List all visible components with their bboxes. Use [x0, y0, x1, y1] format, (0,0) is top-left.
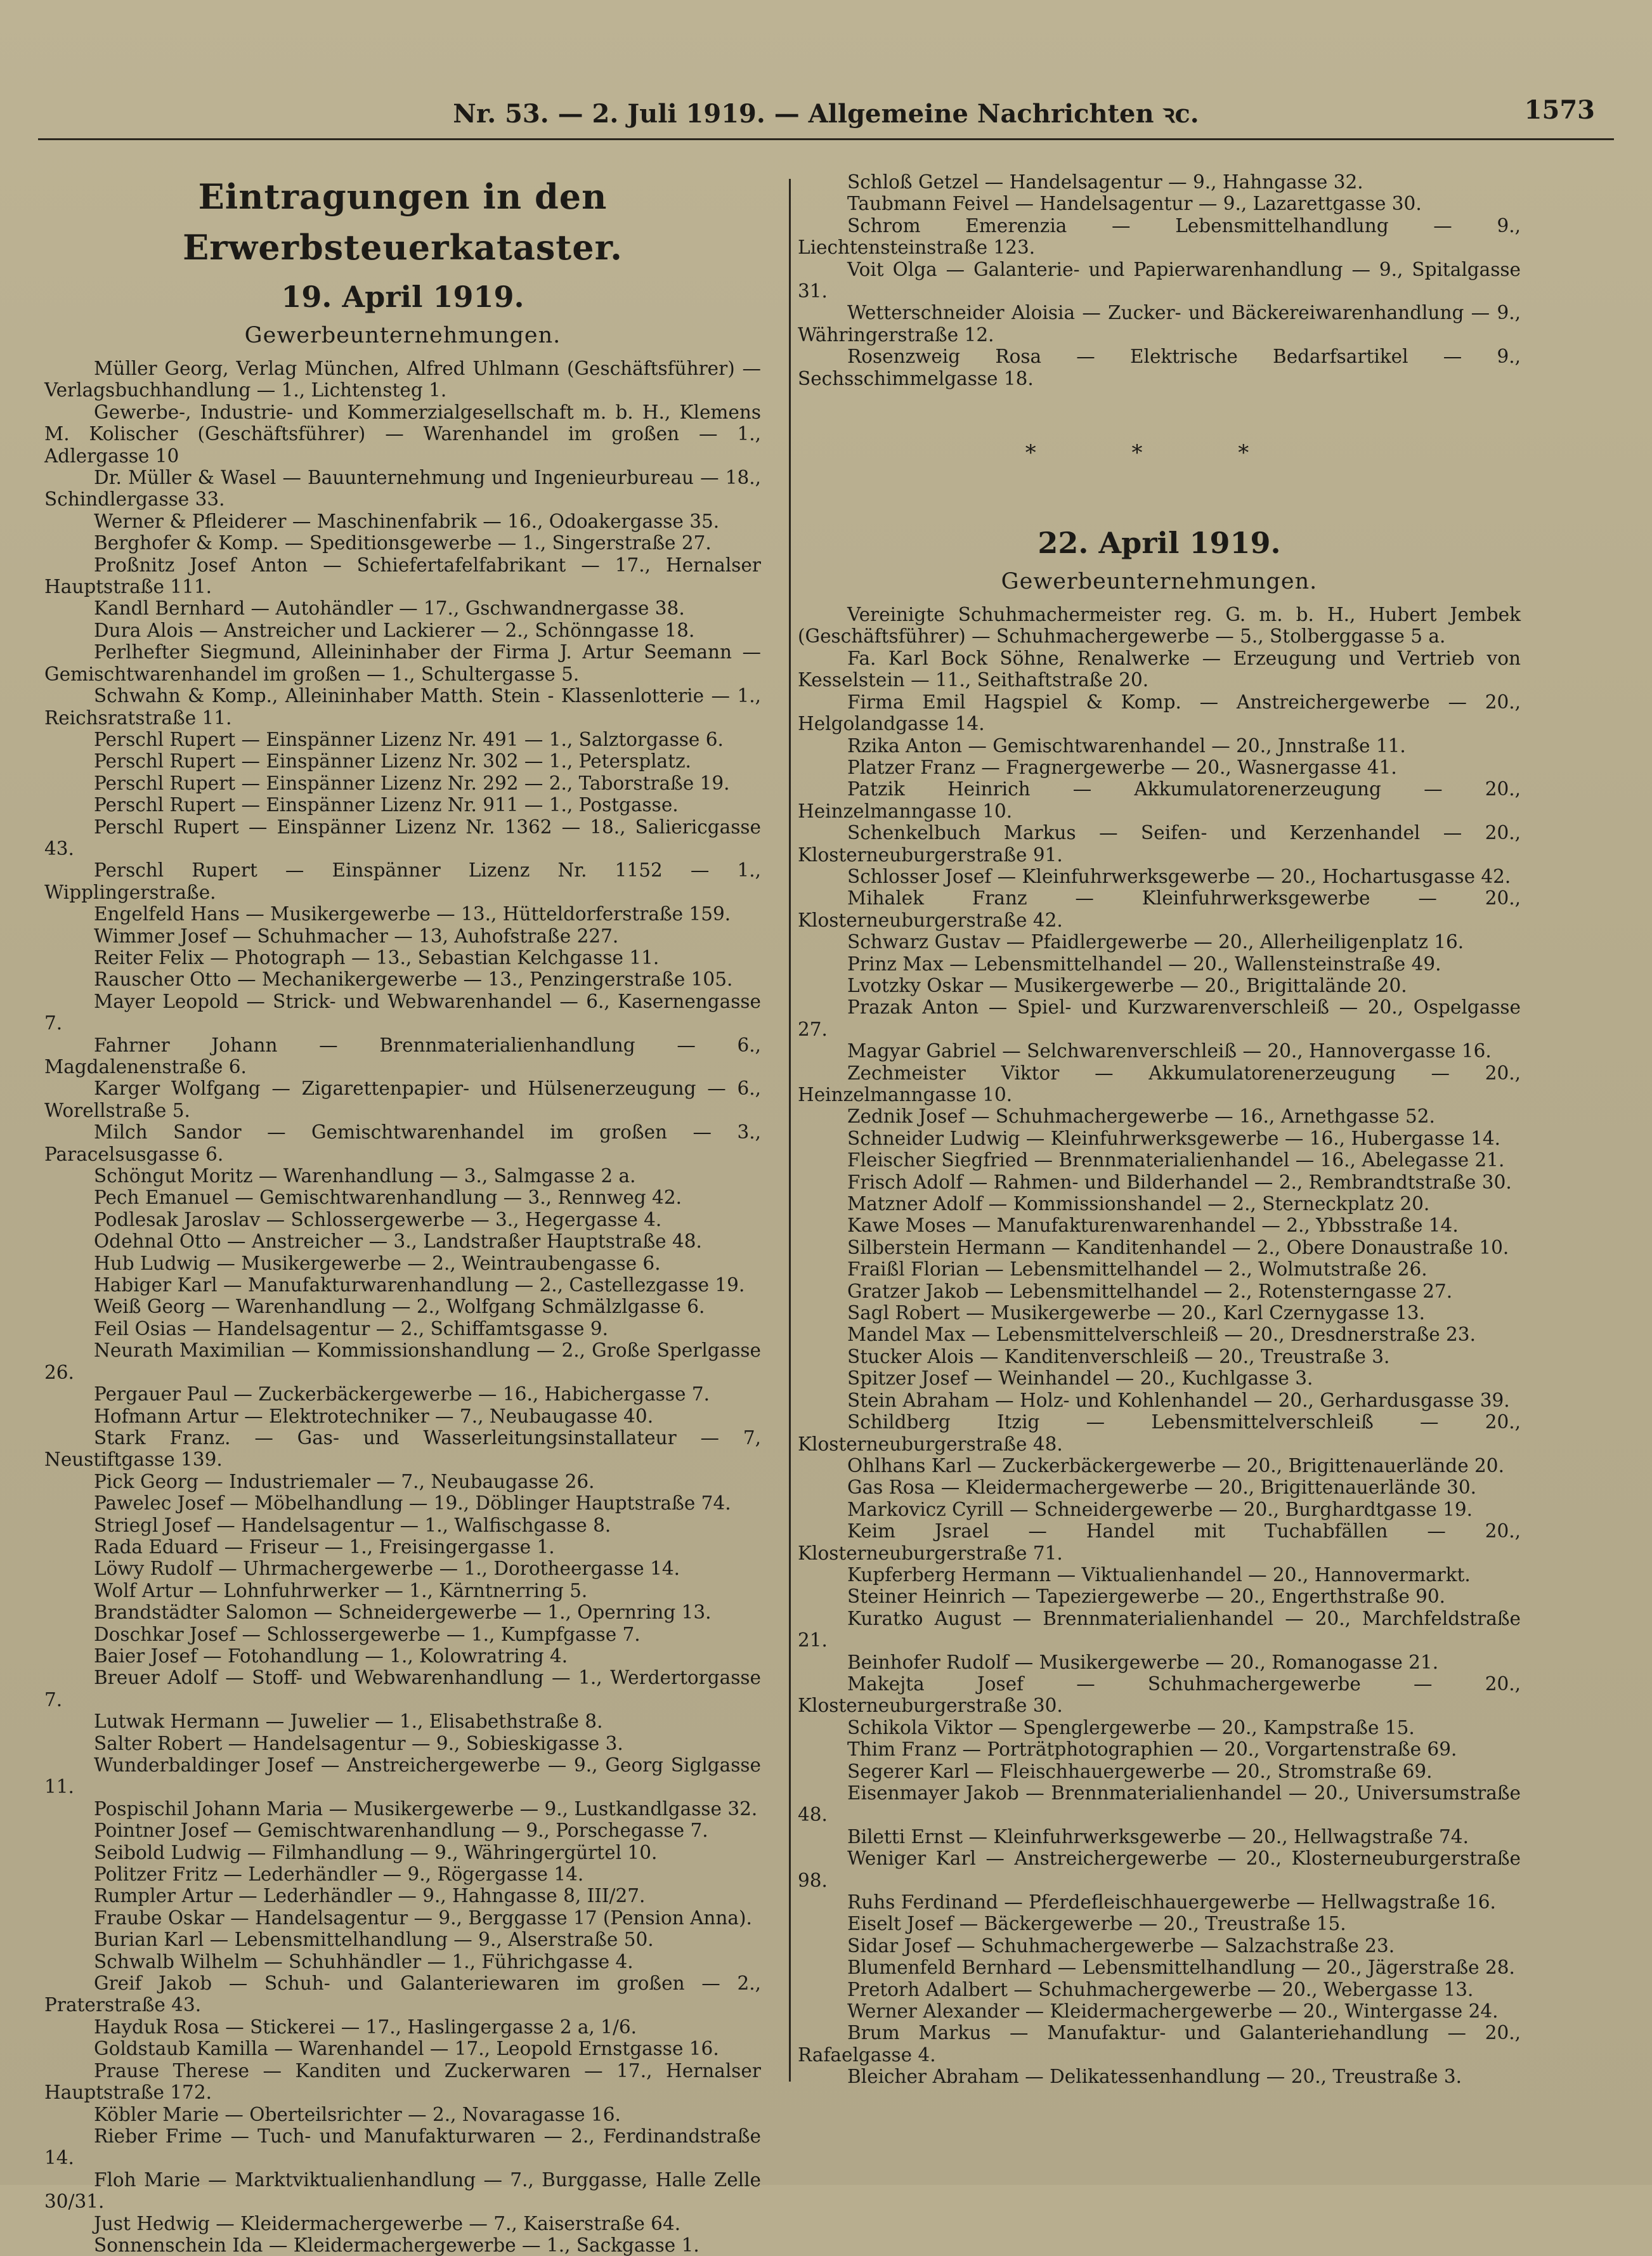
list-item: Karger Wolfgang — Zigarettenpapier- und Hülsenerzeugung — 6., Worellstraße 5. — [44, 1078, 761, 1121]
list-item: Segerer Karl — Fleischhauergewerbe — 20., Stromstraße 69. — [847, 1760, 1433, 1782]
list-item: Magyar Gabriel — Selchwarenverschleiß — 20., Hannovergasse 16. — [847, 1040, 1492, 1062]
list-item: Eiselt Josef — Bäckergewerbe — 20., Treustraße 15. — [847, 1913, 1346, 1935]
list-item: Neurath Maximilian — Kommissionshandlung — 2., Große Sperlgasse 26. — [44, 1340, 761, 1383]
header-title: Nr. 53. — 2. Juli 1919. — Allgemeine Nachrichten ꝛc. — [453, 99, 1199, 129]
list-item: Voit Olga — Galanterie- und Papierwarenhandlung — 9., Spitalgasse 31. — [798, 258, 1521, 303]
list-item: Floh Marie — Marktviktualienhandlung — 7., Burggasse, Halle Zelle 30/31. — [44, 2168, 761, 2213]
main-title: Eintragungen in den Erwerbsteuerkataster. — [183, 176, 623, 268]
list-item: Perschl Rupert — Einspänner Lizenz Nr. 1152 — 1., Wipplingerstraße. — [44, 859, 761, 903]
list-item: Pretorh Adalbert — Schuhmachergewerbe — 20., Webergasse 13. — [847, 1978, 1474, 2000]
list-item: Fleischer Siegfried — Brennmaterialienhandel — 16., Abelegasse 21. — [847, 1149, 1505, 1171]
header-rule — [38, 138, 1614, 140]
list-item: Löwy Rudolf — Uhrmachergewerbe — 1., Dorotheergasse 14. — [94, 1558, 680, 1580]
page-number: 1573 — [1524, 95, 1595, 125]
list-item: Schneider Ludwig — Kleinfuhrwerksgewerbe — 16., Hubergasse 14. — [847, 1127, 1501, 1149]
list-item: Zechmeister Viktor — Akkumulatorenerzeugung — 20., Heinzelmanngasse 10. — [798, 1062, 1521, 1105]
list-item: Zednik Josef — Schuhmachergewerbe — 16., Arnethgasse 52. — [847, 1105, 1435, 1128]
list-item: Sagl Robert — Musikergewerbe — 20., Karl Czernygasse 13. — [847, 1302, 1426, 1324]
list-item: Patzik Heinrich — Akkumulatorenerzeugung — 20., Heinzelmanngasse 10. — [798, 778, 1521, 822]
list-item: Fahrner Johann — Brennmaterialienhandlung — 6., Magdalenenstraße 6. — [44, 1034, 761, 1078]
list-item: Schlosser Josef — Kleinfuhrwerksgewerbe — 20., Hochartusgasse 42. — [847, 865, 1511, 887]
list-item: Wunderbaldinger Josef — Anstreichergewerbe — 9., Georg Siglgasse 11. — [44, 1754, 761, 1798]
list-item: Gratzer Jakob — Lebensmittelhandel — 2., Rotensterngasse 27. — [847, 1280, 1453, 1302]
list-item: Spitzer Josef — Weinhandel — 20., Kuchlgasse 3. — [847, 1367, 1313, 1390]
list-item: Keim Jsrael — Handel mit Tuchabfällen — 20., Klosterneuburgerstraße 71. — [798, 1520, 1521, 1564]
list-item: Berghofer & Komp. — Speditionsgewerbe — 1., Singerstraße 27. — [94, 532, 712, 554]
list-item: Blumenfeld Bernhard — Lebensmittelhandlung — 20., Jägerstraße 28. — [847, 1957, 1515, 1979]
list-item: Rosenzweig Rosa — Elektrische Bedarfsartikel — 9., Sechsschimmelgasse 18. — [798, 346, 1521, 389]
list-item: Ruhs Ferdinand — Pferdefleischhauergewerbe — Hellwagstraße 16. — [847, 1891, 1496, 1914]
section-date-2: 22. April 1919. — [1037, 526, 1281, 561]
list-item: Odehnal Otto — Anstreicher — 3., Landstraßer Hauptstraße 48. — [94, 1230, 702, 1253]
list-item: Platzer Franz — Fragnergewerbe — 20., Wasnergasse 41. — [847, 756, 1397, 778]
list-item: Kandl Bernhard — Autohändler — 17., Gschwandnergasse 38. — [94, 597, 685, 620]
list-item: Werner Alexander — Kleidermachergewerbe — 20., Wintergasse 24. — [847, 2000, 1499, 2023]
list-item: Schrom Emerenzia — Lebensmittelhandlung — 9., Liechtensteinstraße 123. — [798, 214, 1521, 259]
list-item: Biletti Ernst — Kleinfuhrwerksgewerbe — 20., Hellwagstraße 74. — [847, 1825, 1469, 1848]
list-item: Schöngut Moritz — Warenhandlung — 3., Salmgasse 2 a. — [94, 1165, 636, 1187]
list-item: Dura Alois — Anstreicher und Lackierer — 2., Schönngasse 18. — [94, 619, 695, 641]
list-item: Perschl Rupert — Einspänner Lizenz Nr. 491 — 1., Salztorgasse 6. — [94, 728, 724, 750]
list-item: Schwalb Wilhelm — Schuhhändler — 1., Führichgasse 4. — [94, 1950, 634, 1972]
list-item: Werner & Pfleiderer — Maschinenfabrik — 16., Odoakergasse 35. — [94, 510, 720, 532]
left-column — [44, 171, 761, 2256]
list-item: Schloß Getzel — Handelsagentur — 9., Hahngasse 32. — [847, 171, 1363, 193]
list-item: Bleicher Abraham — Delikatessenhandlung — 20., Treustraße 3. — [847, 2066, 1462, 2088]
list-item: Mihalek Franz — Kleinfuhrwerksgewerbe — 20., Klosterneuburgerstraße 42. — [798, 887, 1521, 931]
list-item: Matzner Adolf — Kommissionshandel — 2., Sterneckplatz 20. — [847, 1193, 1430, 1215]
list-item: Ohlhans Karl — Zuckerbäckergewerbe — 20., Brigittenauerlände 20. — [847, 1454, 1504, 1477]
list-item: Doschkar Josef — Schlossergewerbe — 1., Kumpfgasse 7. — [94, 1623, 641, 1645]
list-item: Greif Jakob — Schuh- und Galanteriewaren im großen — 2., Praterstraße 43. — [44, 1972, 761, 2016]
list-item: Pospischil Johann Maria — Musikergewerbe — 9., Lustkandlgasse 32. — [94, 1797, 758, 1820]
list-item: Baier Josef — Fotohandlung — 1., Kolowratring 4. — [94, 1645, 568, 1667]
list-item: Perschl Rupert — Einspänner Lizenz Nr. 1362 — 18., Saliericgasse 43. — [44, 816, 761, 859]
list-item: Fraißl Florian — Lebensmittelhandel — 2., Wolmutstraße 26. — [847, 1258, 1428, 1281]
list-item: Fraube Oskar — Handelsagentur — 9., Berggasse 17 (Pension Anna). — [94, 1907, 752, 1929]
list-item: Fa. Karl Bock Söhne, Renalwerke — Erzeugung und Vertrieb von Kesselstein — 11., Seithaftstraße 20. — [798, 647, 1521, 691]
list-item: Schildberg Itzig — Lebensmittelverschleiß — 20., Klosterneuburgerstraße 48. — [798, 1411, 1521, 1455]
list-item: Markovicz Cyrill — Schneidergewerbe — 20., Burghardtgasse 19. — [847, 1498, 1473, 1520]
list-item: Lvotzky Oskar — Musikergewerbe — 20., Brigittaländе 20. — [847, 974, 1407, 996]
list-item: Köbler Marie — Oberteilsrichter — 2., Novaragasse 16. — [94, 2103, 621, 2125]
list-item: Prazak Anton — Spiel- und Kurzwarenverschleiß — 20., Ospelgasse 27. — [798, 996, 1521, 1040]
list-item: Makejta Josef — Schuhmachergewerbe — 20., Klosterneuburgerstraße 30. — [798, 1672, 1521, 1717]
list-item: Steiner Heinrich — Tapeziergewerbe — 20., Engerthstraße 90. — [847, 1586, 1446, 1608]
list-item: Engelfeld Hans — Musikergewerbe — 13., Hütteldorferstraße 159. — [94, 903, 731, 925]
list-item: Salter Robert — Handelsagentur — 9., Sobieskigasse 3. — [94, 1732, 623, 1754]
list-item: Mayer Leopold — Strick- und Webwarenhandel — 6., Kasernengasse 7. — [44, 990, 761, 1034]
list-item: Lutwak Hermann — Juwelier — 1., Elisabethstraße 8. — [94, 1711, 603, 1733]
list-item: Pointner Josef — Gemischtwarenhandlung — 9., Porschegasse 7. — [94, 1820, 708, 1842]
list-item: Beinhofer Rudolf — Musikergewerbe — 20., Romanogasse 21. — [847, 1651, 1439, 1673]
list-item: Stark Franz. — Gas- und Wasserleitungsinstallateur — 7, Neustiftgasse 139. — [44, 1426, 761, 1471]
entry-list-right — [798, 604, 1521, 2088]
list-item: Weniger Karl — Anstreichergewerbe — 20., Klosterneuburgerstraße 98. — [798, 1848, 1521, 1891]
list-item: Schikola Viktor — Spenglergewerbe — 20., Kampstraße 15. — [847, 1716, 1415, 1738]
list-item: Sidar Josef — Schuhmachergewerbe — Salzachstraße 23. — [847, 1934, 1395, 1957]
list-item: Schwahn & Komp., Alleininhaber Matth. Stein - Klassenlotterie — 1., Reichsratstraße 11. — [44, 685, 761, 729]
list-item: Perschl Rupert — Einspänner Lizenz Nr. 292 — 2., Taborstraße 19. — [94, 772, 730, 794]
column-divider — [789, 179, 791, 2082]
list-item: Pawelec Josef — Möbelhandlung — 19., Döblinger Hauptstraße 74. — [94, 1492, 731, 1515]
list-item: Podlesak Jaroslav — Schlossergewerbe — 3., Hegergasse 4. — [94, 1208, 662, 1230]
list-item: Prinz Max — Lebensmittelhandel — 20., Wallensteinstraße 49. — [847, 953, 1441, 975]
entry-list-right-continued — [798, 171, 1521, 389]
list-item: Stucker Alois — Kanditenverschleiß — 20., Treustraße 3. — [847, 1345, 1390, 1367]
list-item: Perlhefter Siegmund, Alleininhaber der Firma J. Artur Seemann — Gemischtwarenhandel im großen — 1., Schultergasse 5. — [44, 641, 761, 685]
list-item: Weiß Georg — Warenhandlung — 2., Wolfgang Schmälzlgasse 6. — [94, 1296, 705, 1318]
list-item: Just Hedwig — Kleidermachergewerbe — 7., Kaiserstraße 64. — [94, 2212, 681, 2234]
list-item: Prause Therese — Kanditen und Zuckerwaren — 17., Hernalser Hauptstraße 172. — [44, 2059, 761, 2104]
list-item: Schenkelbuch Markus — Seifen- und Kerzenhandel — 20., Klosterneuburgerstraße 91. — [798, 822, 1521, 866]
list-item: Burian Karl — Lebensmittelhandlung — 9., Alserstraße 50. — [94, 1929, 654, 1951]
list-item: Wolf Artur — Lohnfuhrwerker — 1., Kärntnerring 5. — [94, 1579, 588, 1601]
list-item: Kuratko August — Brennmaterialienhandel — 20., Marchfeldstraße 21. — [798, 1607, 1521, 1652]
list-item: Goldstaub Kamilla — Warenhandel — 17., Leopold Ernstgasse 16. — [94, 2038, 719, 2060]
list-item: Reiter Felix — Photograph — 13., Sebastian Kelchgasse 11. — [94, 946, 660, 968]
list-item: Pech Emanuel — Gemischtwarenhandlung — 3., Rennweg 42. — [94, 1187, 682, 1209]
page-header — [38, 95, 1614, 133]
section-separator: * * * — [1025, 440, 1294, 466]
list-item: Frisch Adolf — Rahmen- und Bilderhandel — 2., Rembrandtstraße 30. — [847, 1171, 1512, 1193]
list-item: Thim Franz — Porträtphotographien — 20., Vorgartenstraße 69. — [847, 1738, 1457, 1761]
list-item: Brum Markus — Manufaktur- und Galanteriehandlung — 20., Rafaelgasse 4. — [798, 2022, 1521, 2066]
list-item: Wetterschneider Aloisia — Zucker- und Bäckereiwarenhandlung — 9., Währingerstraße 12. — [798, 302, 1521, 346]
list-item: Politzer Fritz — Lederhändler — 9., Rögergasse 14. — [94, 1863, 584, 1886]
entry-list-left — [44, 358, 761, 2256]
list-item: Proßnitz Josef Anton — Schiefertafelfabrikant — 17., Hernalser Hauptstraße 111. — [44, 554, 761, 598]
list-item: Perschl Rupert — Einspänner Lizenz Nr. 302 — 1., Petersplatz. — [94, 750, 691, 773]
list-item: Hayduk Rosa — Stickerei — 17., Haslingergasse 2 a, 1/6. — [94, 2016, 637, 2038]
list-item: Seibold Ludwig — Filmhandlung — 9., Währingergürtel 10. — [94, 1841, 658, 1863]
list-item: Wimmer Josef — Schuhmacher — 13, Auhofstraße 227. — [94, 925, 619, 947]
list-item: Hub Ludwig — Musikergewerbe — 2., Weintraubengasse 6. — [94, 1252, 661, 1274]
section-date-1: 19. April 1919. — [281, 280, 524, 314]
list-item: Müller Georg, Verlag München, Alfred Uhlmann (Geschäftsführer) — Verlagsbuchhandlung — 1., Lichtensteg 1. — [44, 358, 761, 401]
list-item: Milch Sandor — Gemischtwarenhandel im großen — 3., Paracelsusgasse 6. — [44, 1121, 761, 1165]
list-item: Habiger Karl — Manufakturwarenhandlung — 2., Castellezgasse 19. — [94, 1274, 745, 1296]
list-item: Firma Emil Hagspiel & Komp. — Anstreichergewerbe — 20., Helgolandgasse 14. — [798, 691, 1521, 735]
list-item: Breuer Adolf — Stoff- und Webwarenhandlung — 1., Werdertorgasse 7. — [44, 1667, 761, 1711]
right-column — [798, 171, 1521, 2088]
list-item: Rauscher Otto — Mechanikergewerbe — 13., Penzingerstraße 105. — [94, 968, 733, 991]
list-item: Rumpler Artur — Lederhändler — 9., Hahngasse 8, III/27. — [94, 1885, 646, 1907]
list-item: Silberstein Hermann — Kanditenhandel — 2., Obere Donaustraße 10. — [847, 1236, 1509, 1258]
list-item: Gas Rosa — Kleidermachergewerbe — 20., Brigittenauerlände 30. — [847, 1477, 1476, 1499]
list-item: Pick Georg — Industriemaler — 7., Neubaugasse 26. — [94, 1470, 595, 1492]
list-item: Vereinigte Schuhmachermeister reg. G. m. b. H., Hubert Jembek (Geschäftsführer) — Schuhmachergewerbe — 5., Stolberggasse 5 a. — [798, 604, 1521, 648]
list-item: Striegl Josef — Handelsagentur — 1., Walfischgasse 8. — [94, 1514, 611, 1536]
list-item: Kupferberg Hermann — Viktualienhandel — 20., Hannovermarkt. — [847, 1563, 1471, 1586]
list-item: Gewerbe-, Industrie- und Kommerzialgesellschaft m. b. H., Klemens M. Kolischer (Geschäftsführer) — Warenhandel im großen — 1., Adlergasse 10 — [44, 401, 761, 467]
section-subtitle-1: Gewerbeunternehmungen. — [244, 323, 561, 348]
list-item: Perschl Rupert — Einspänner Lizenz Nr. 911 — 1., Postgasse. — [94, 794, 679, 816]
list-item: Sonnenschein Ida — Kleidermachergewerbe — 1., Sackgasse 1. — [94, 2234, 699, 2256]
list-item: Pergauer Paul — Zuckerbäckergewerbe — 16., Habichergasse 7. — [94, 1383, 710, 1405]
list-item: Rieber Frime — Tuch- und Manufakturwaren — 2., Ferdinandstraße 14. — [44, 2125, 761, 2169]
list-item: Mandel Max — Lebensmittelverschleiß — 20., Dresdnerstraße 23. — [847, 1324, 1476, 1346]
list-item: Eisenmayer Jakob — Brennmaterialienhandel — 20., Universumstraße 48. — [798, 1782, 1521, 1826]
list-item: Schwarz Gustav — Pfaidlergewerbe — 20., Allerheiligenplatz 16. — [847, 931, 1464, 953]
list-item: Rada Eduard — Friseur — 1., Freisingergasse 1. — [94, 1536, 555, 1558]
list-item: Brandstädter Salomon — Schneidergewerbe — 1., Opernring 13. — [94, 1601, 712, 1624]
list-item: Rzika Anton — Gemischtwarenhandel — 20., Jnnstraße 11. — [847, 734, 1406, 757]
list-item: Taubmann Feivel — Handelsagentur — 9., Lazarettgasse 30. — [847, 193, 1422, 215]
list-item: Dr. Müller & Wasel — Bauunternehmung und Ingenieurbureau — 18., Schindlergasse 33. — [44, 467, 761, 511]
list-item: Feil Osias — Handelsagentur — 2., Schiffamtsgasse 9. — [94, 1317, 608, 1340]
list-item: Stein Abraham — Holz- und Kohlenhandel — 20., Gerhardusgasse 39. — [847, 1389, 1510, 1411]
section-subtitle-2: Gewerbeunternehmungen. — [1001, 569, 1318, 595]
list-item: Hofmann Artur — Elektrotechniker — 7., Neubaugasse 40. — [94, 1405, 654, 1427]
list-item: Kawe Moses — Manufakturenwarenhandel — 2., Ybbsstraße 14. — [847, 1215, 1459, 1237]
